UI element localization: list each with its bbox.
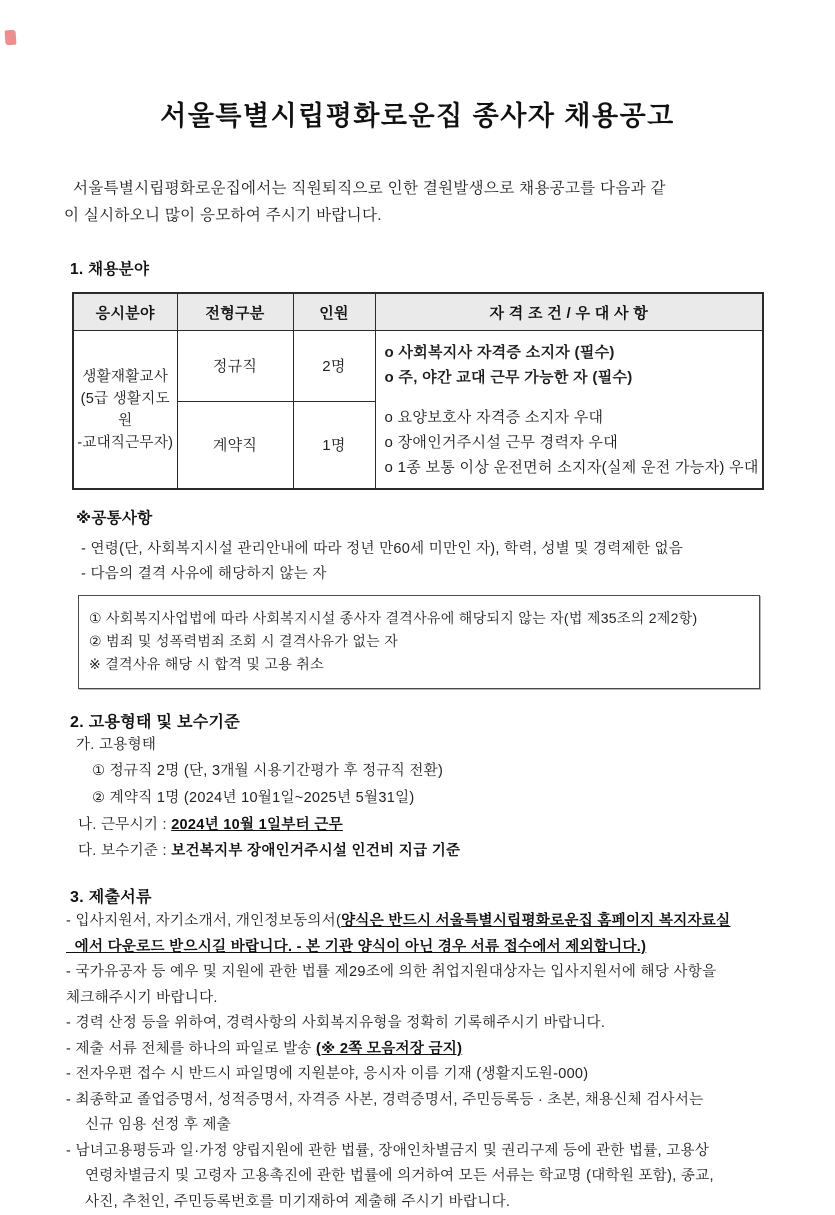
recruitment-table <box>72 292 764 490</box>
submission-item <box>66 909 835 935</box>
preferred-item: o 요양보호사 자격증 소지자 우대 <box>385 405 759 430</box>
required-item: o 주, 야간 교대 근무 가능한 자 (필수) <box>385 365 759 390</box>
submission-item: - 국가유공자 등 예우 및 지원에 관한 법률 제29조에 의한 취업지원대상자는 입사지원서에 해당 사항을 <box>66 960 835 986</box>
employment-item-regular: ① 정규직 2명 (단, 3개월 시용기간평가 후 정규직 전환) <box>92 758 835 785</box>
submission-item-continuation: 신규 임용 선정 후 제출 <box>85 1113 835 1139</box>
submission-item-continuation: 연령차별금지 및 고령자 고용촉진에 관한 법률에 의거하여 모든 서류는 학교명 (대학원 포함), 종교, <box>85 1164 835 1190</box>
col-header-qualifications: 자 격 조 건 / 우 대 사 항 <box>375 293 763 331</box>
submission-item1-emphasis2: 에서 다운로드 받으시길 바랍니다. - 본 기관 양식이 아닌 경우 서류 접수에서 제외합니다.) <box>66 939 646 955</box>
pay-standard-line <box>78 838 835 864</box>
submission-item1-emphasis: 양식은 반드시 서울특별시립평화로운집 홈페이지 복지자료실 <box>341 913 730 929</box>
row2-count-cell: 1명 <box>293 401 375 489</box>
pay-standard-value: 보건복지부 장애인거주시설 인건비 지급 기준 <box>171 843 460 859</box>
submission-item-continuation <box>66 935 835 961</box>
submission-item1-prefix: - 입사지원서, 자기소개서, 개인정보동의서( <box>66 913 341 929</box>
box-line: ※ 결격사유 해당 시 합격 및 고용 취소 <box>89 653 751 676</box>
common-note-item: - 다음의 결격 사유에 해당하지 않는 자 <box>81 562 835 587</box>
position-line: (5급 생활지도원 <box>74 388 177 432</box>
submission-item <box>66 1037 835 1063</box>
preferred-qualifications <box>385 405 759 480</box>
row1-type-cell: 정규직 <box>177 331 293 402</box>
work-start-value: 2024년 10월 1일부터 근무 <box>171 817 343 833</box>
required-qualifications <box>385 340 759 390</box>
box-line: ① 사회복지사업법에 따라 사회복지시설 종사자 결격사유에 해당되지 않는 자(법 제35조의 2제2항) <box>89 607 751 630</box>
row2-type-cell: 계약직 <box>177 401 293 489</box>
submission-item4-emphasis: (※ 2쪽 모음저장 금지) <box>316 1041 462 1057</box>
submission-item4-prefix: - 제출 서류 전체를 하나의 파일로 발송 <box>66 1041 316 1057</box>
submission-item: - 최종학교 졸업증명서, 성적증명서, 자격증 사본, 경력증명서, 주민등록등 · 초본, 채용신체 검사서는 <box>66 1088 835 1114</box>
intro-line-1: 서울특별시립평화로운집에서는 직원퇴직으로 인한 결원발생으로 채용공고를 다음과 같 <box>64 180 666 197</box>
position-line: 생활재활교사 <box>74 366 177 388</box>
col-header-headcount: 인원 <box>293 293 375 331</box>
section1-heading: 1. 채용분야 <box>70 257 835 279</box>
section3-heading: 3. 제출서류 <box>70 884 835 907</box>
qualifications-cell <box>375 331 763 490</box>
row1-count-cell: 2명 <box>293 331 375 402</box>
table-header-row <box>73 293 763 331</box>
submission-item: - 전자우편 접수 시 반드시 파일명에 지원분야, 응시자 이름 기재 (생활지도원-000) <box>66 1062 835 1088</box>
disqualification-box <box>78 595 760 689</box>
intro-paragraph <box>64 175 773 229</box>
intro-line-2: 이 실시하오니 많이 응모하여 주시기 바랍니다. <box>64 207 382 224</box>
submission-item-continuation: 체크해주시기 바랍니다. <box>66 986 835 1012</box>
section2-heading: 2. 고용형태 및 보수기준 <box>70 709 835 732</box>
box-line: ② 범죄 및 성폭력범죄 조회 시 결격사유가 없는 자 <box>89 630 751 653</box>
col-header-apply-field: 응시분야 <box>73 293 177 331</box>
preferred-item: o 장애인거주시설 근무 경력자 우대 <box>385 430 759 455</box>
submission-item: - 남녀고용평등과 일·가정 양립지원에 관한 법률, 장애인차별금지 및 권리구제 등에 관한 법률, 고용상 <box>66 1139 835 1165</box>
work-start-line <box>78 812 835 838</box>
pay-standard-label: 다. 보수기준 : <box>78 843 171 859</box>
employment-item-contract: ② 계약직 1명 (2024년 10월1일~2025년 5월31일) <box>92 785 835 812</box>
red-stamp-mark-icon <box>4 30 16 46</box>
required-item: o 사회복지사 자격증 소지자 (필수) <box>385 340 759 365</box>
table-row <box>73 331 763 402</box>
work-start-label: 나. 근무시기 : <box>78 817 171 833</box>
position-line: -교대직근무자) <box>74 432 177 454</box>
col-header-selection-type: 전형구분 <box>177 293 293 331</box>
submission-item: - 경력 산정 등을 위하여, 경력사항의 사회복지유형을 정확히 기록해주시기 바랍니다. <box>66 1011 835 1037</box>
submission-item-continuation: 사진, 추천인, 주민등록번호를 미기재하여 제출해 주시기 바랍니다. <box>85 1190 835 1215</box>
common-notes-heading: ※공통사항 <box>76 506 835 528</box>
page-title: 서울특별시립평화로운집 종사자 채용공고 <box>0 0 835 133</box>
preferred-item: o 1종 보통 이상 운전면허 소지자(실제 운전 가능자) 우대 <box>385 455 759 480</box>
employment-type-subheading: 가. 고용형태 <box>76 732 835 758</box>
position-cell <box>73 331 177 490</box>
common-note-item: - 연령(단, 사회복지시설 관리안내에 따라 정년 만60세 미만인 자), 학력, 성별 및 경력제한 없음 <box>81 537 835 562</box>
